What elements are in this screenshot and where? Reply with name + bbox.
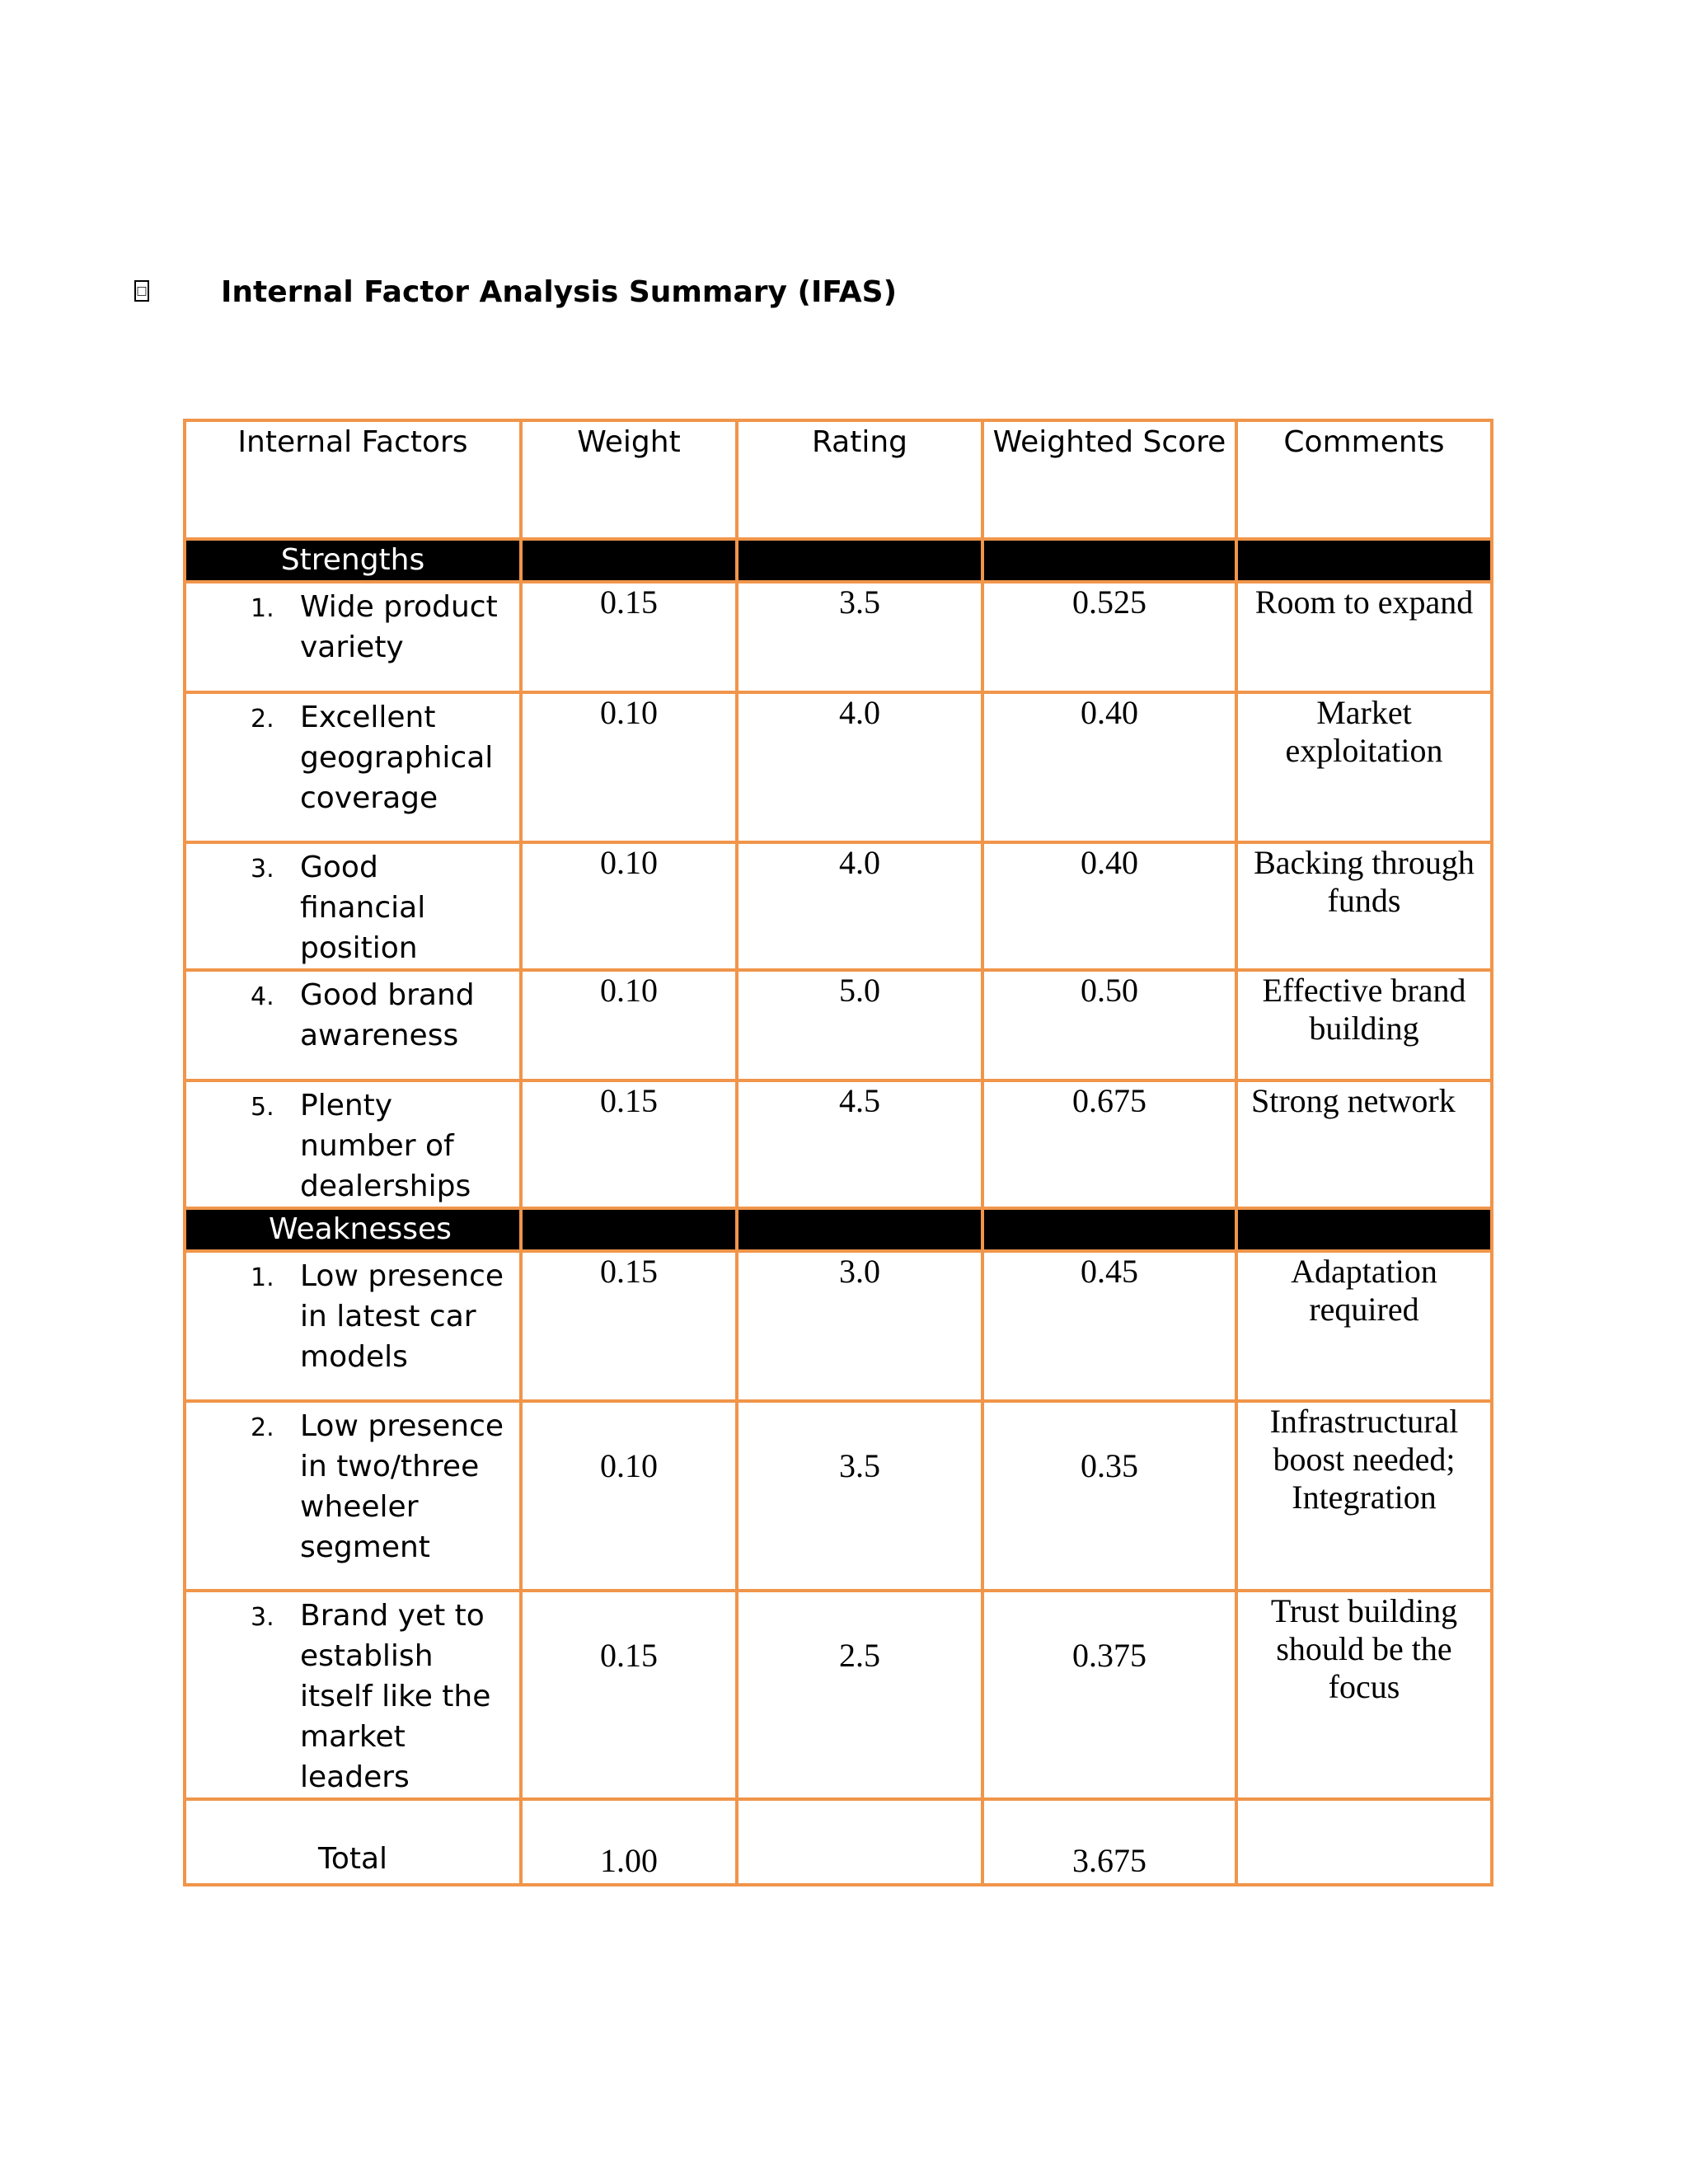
comment-cell: Trust building should be the focus: [1236, 1591, 1492, 1799]
factor-number: 1.: [251, 1263, 274, 1292]
weight-cell: 0.15: [521, 1080, 737, 1208]
column-header-comments: Comments: [1236, 420, 1492, 539]
weight-cell: 0.10: [521, 1401, 737, 1591]
weight-cell: 0.10: [521, 970, 737, 1080]
factor-cell: [185, 582, 521, 692]
section-row-strengths: [185, 539, 1492, 582]
factor-text: Plenty number of dealerships: [300, 1089, 471, 1203]
ifas-table: [183, 419, 1493, 1886]
table-row: [185, 842, 1492, 970]
comment-cell: Market exploitation: [1236, 692, 1492, 842]
rating-cell: 3.5: [737, 1401, 982, 1591]
score-cell: 0.35: [982, 1401, 1236, 1591]
page-title: Internal Factor Analysis Summary (IFAS): [221, 275, 898, 309]
factor-number: 3.: [251, 1603, 274, 1632]
rating-cell: 4.0: [737, 842, 982, 970]
factor-cell: [185, 1251, 521, 1401]
table-row: [185, 582, 1492, 692]
factor-cell: [185, 842, 521, 970]
comment-cell: Adaptation required: [1236, 1251, 1492, 1401]
column-header-internal-factors: Internal Factors: [185, 420, 521, 539]
weight-cell: 0.10: [521, 842, 737, 970]
factor-text: Wide product variety: [300, 590, 498, 664]
factor-number: 1.: [251, 594, 274, 623]
rating-cell: 3.0: [737, 1251, 982, 1401]
comment-cell: Room to expand: [1236, 582, 1492, 692]
weight-cell: 0.10: [521, 692, 737, 842]
column-header-weighted-score: Weighted Score: [982, 420, 1236, 539]
section-cell: [1236, 1208, 1492, 1251]
weight-cell: 0.15: [521, 582, 737, 692]
score-cell: 0.375: [982, 1591, 1236, 1799]
comment-cell: Strong network: [1236, 1080, 1492, 1208]
weight-cell: 0.15: [521, 1251, 737, 1401]
section-label-strengths: Strengths: [185, 539, 521, 582]
total-rating: [737, 1799, 982, 1885]
section-row-weaknesses: [185, 1208, 1492, 1251]
bullet-icon: □: [134, 280, 149, 302]
rating-cell: 2.5: [737, 1591, 982, 1799]
column-header-rating: Rating: [737, 420, 982, 539]
table-row: [185, 1080, 1492, 1208]
section-cell: [521, 539, 737, 582]
total-weight: 1.00: [521, 1799, 737, 1885]
score-cell: 0.50: [982, 970, 1236, 1080]
section-cell: [982, 1208, 1236, 1251]
table-row: [185, 1591, 1492, 1799]
factor-text: Low presence in two/three wheeler segment: [300, 1409, 504, 1564]
score-cell: 0.525: [982, 582, 1236, 692]
factor-text: Good financial position: [300, 851, 426, 965]
column-header-weight: Weight: [521, 420, 737, 539]
factor-cell: [185, 1591, 521, 1799]
comment-cell: Effective brand building: [1236, 970, 1492, 1080]
section-label-weaknesses: Weaknesses: [185, 1208, 521, 1251]
rating-cell: 5.0: [737, 970, 982, 1080]
factor-cell: [185, 1080, 521, 1208]
total-row: [185, 1799, 1492, 1885]
factor-number: 3.: [251, 855, 274, 883]
factor-cell: [185, 1401, 521, 1591]
section-cell: [982, 539, 1236, 582]
header-row: [185, 420, 1492, 539]
section-cell: [737, 539, 982, 582]
score-cell: 0.40: [982, 692, 1236, 842]
factor-number: 5.: [251, 1093, 274, 1122]
table-row: [185, 1401, 1492, 1591]
factor-number: 4.: [251, 982, 274, 1011]
comment-cell: Infrastructural boost needed; Integration: [1236, 1401, 1492, 1591]
table-row: [185, 970, 1492, 1080]
rating-cell: 3.5: [737, 582, 982, 692]
total-score: 3.675: [982, 1799, 1236, 1885]
factor-text: Excellent geographical coverage: [300, 701, 494, 815]
factor-number: 2.: [251, 1413, 274, 1442]
score-cell: 0.40: [982, 842, 1236, 970]
rating-cell: 4.5: [737, 1080, 982, 1208]
total-label: Total: [185, 1799, 521, 1885]
section-cell: [521, 1208, 737, 1251]
factor-cell: [185, 692, 521, 842]
score-cell: 0.675: [982, 1080, 1236, 1208]
weight-cell: 0.15: [521, 1591, 737, 1799]
factor-cell: [185, 970, 521, 1080]
section-cell: [737, 1208, 982, 1251]
rating-cell: 4.0: [737, 692, 982, 842]
factor-text: Low presence in latest car models: [300, 1259, 504, 1374]
factor-text: Good brand awareness: [300, 978, 475, 1052]
score-cell: 0.45: [982, 1251, 1236, 1401]
section-cell: [1236, 539, 1492, 582]
factor-number: 2.: [251, 705, 274, 733]
factor-text: Brand yet to establish itself like the market leaders: [300, 1599, 491, 1794]
total-comment: [1236, 1799, 1492, 1885]
table-row: [185, 692, 1492, 842]
comment-cell: Backing through funds: [1236, 842, 1492, 970]
table-row: [185, 1251, 1492, 1401]
